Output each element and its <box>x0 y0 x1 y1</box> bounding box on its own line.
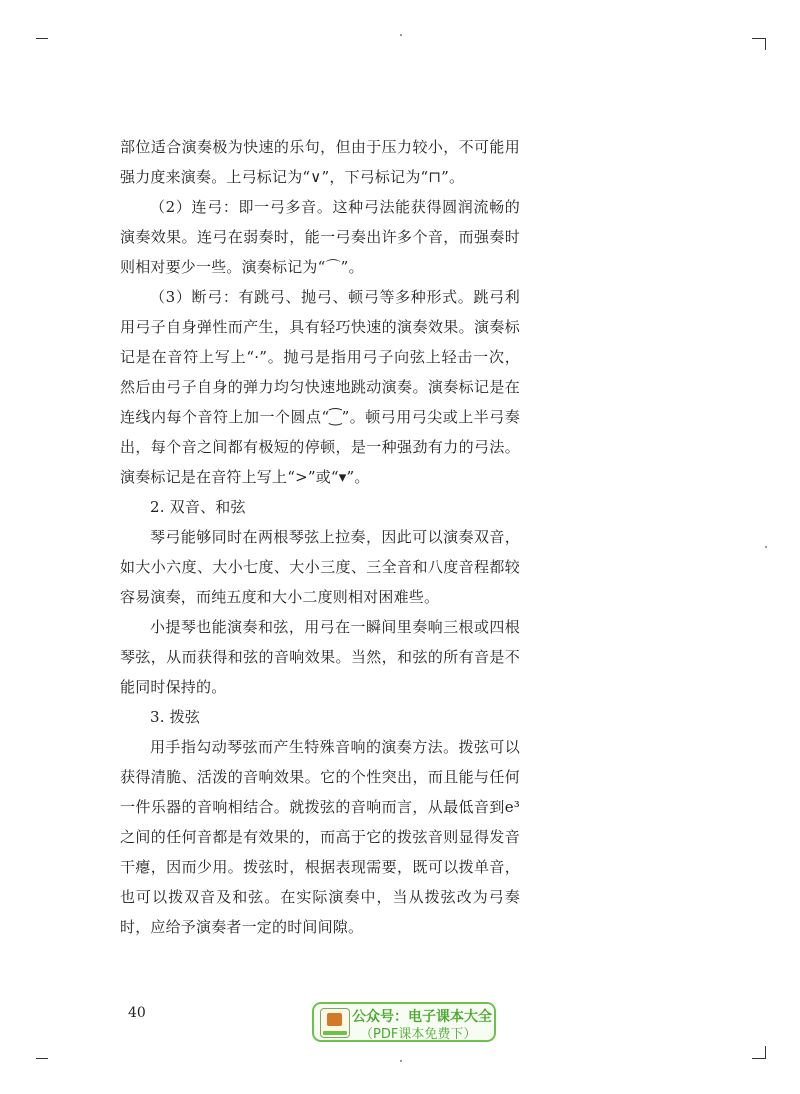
registration-dot-top <box>400 34 402 36</box>
paragraph: 部位适合演奏极为快速的乐句，但由于压力较小，不可能用强力度来演奏。上弓标记为“∨”，下弓标记为“⊓”。 <box>120 138 520 186</box>
crop-mark-top-right-h <box>752 38 766 39</box>
paragraph: 小提琴也能演奏和弦，用弓在一瞬间里奏响三根或四根琴弦，从而获得和弦的音响效果。当然，和弦的所有音是不能同时保持的。 <box>120 618 520 696</box>
book-icon <box>320 1008 350 1038</box>
paragraph: （3）断弓：有跳弓、抛弓、顿弓等多种形式。跳弓利用弓子自身弹性而产生，具有轻巧快速的演奏效果。演奏标记是在音符上写上“·”。抛弓是指用弓子向弦上轻击一次，然后由弓子自身的弹力均匀快速地跳动演奏。演奏标记是在连线内每个音符上加一个圆点“⁐”。顿弓用弓尖或上半弓奏出，每个音之间都有极短的停顿，是一种强劲有力的弓法。演奏标记是在音符上写上“>”或“▾”。 <box>120 288 520 486</box>
registration-dot-bottom <box>400 1060 402 1062</box>
paragraph: 琴弓能够同时在两根琴弦上拉奏，因此可以演奏双音，如大小六度、大小七度、大小三度、三全音和八度音程都较容易演奏，而纯五度和大小二度则相对困难些。 <box>120 528 520 606</box>
crop-mark-bottom-right-v <box>765 1046 766 1059</box>
paragraph: 用手指勾动琴弦而产生特殊音响的演奏方法。拨弦可以获得清脆、活泼的音响效果。它的个性突出，而且能与任何一件乐器的音响相结合。就拨弦的音响而言，从最低音到e³之间的任何音都是有效果的，而高于它的拨弦音则显得发音干瘪，因而少用。拨弦时，根据表现需要，既可以拨单音，也可以拨双音及和弦。在实际演奏中，当从拨弦改为弓奏时，应给予演奏者一定的时间间隙。 <box>120 738 520 936</box>
section-heading: 2. 双音、和弦 <box>150 498 246 516</box>
crop-mark-bottom-left <box>36 1058 48 1059</box>
crop-mark-top-left <box>36 38 48 39</box>
page-number: 40 <box>128 1005 146 1021</box>
body-text <box>120 132 520 942</box>
registration-dot-right <box>765 546 767 548</box>
watermark-badge <box>312 1002 496 1042</box>
watermark-line-2: （PDF课本免费下） <box>360 1027 477 1042</box>
watermark-line-1: 公众号：电子课本大全 <box>352 1009 492 1025</box>
section-heading: 3. 拨弦 <box>150 708 201 726</box>
crop-mark-top-right-v <box>765 38 766 50</box>
paragraph: （2）连弓：即一弓多音。这种弓法能获得圆润流畅的演奏效果。连弓在弱奏时，能一弓奏出许多个音，而强奏时则相对要少一些。演奏标记为“⌒”。 <box>120 198 520 276</box>
crop-mark-bottom-right-h <box>752 1058 766 1059</box>
